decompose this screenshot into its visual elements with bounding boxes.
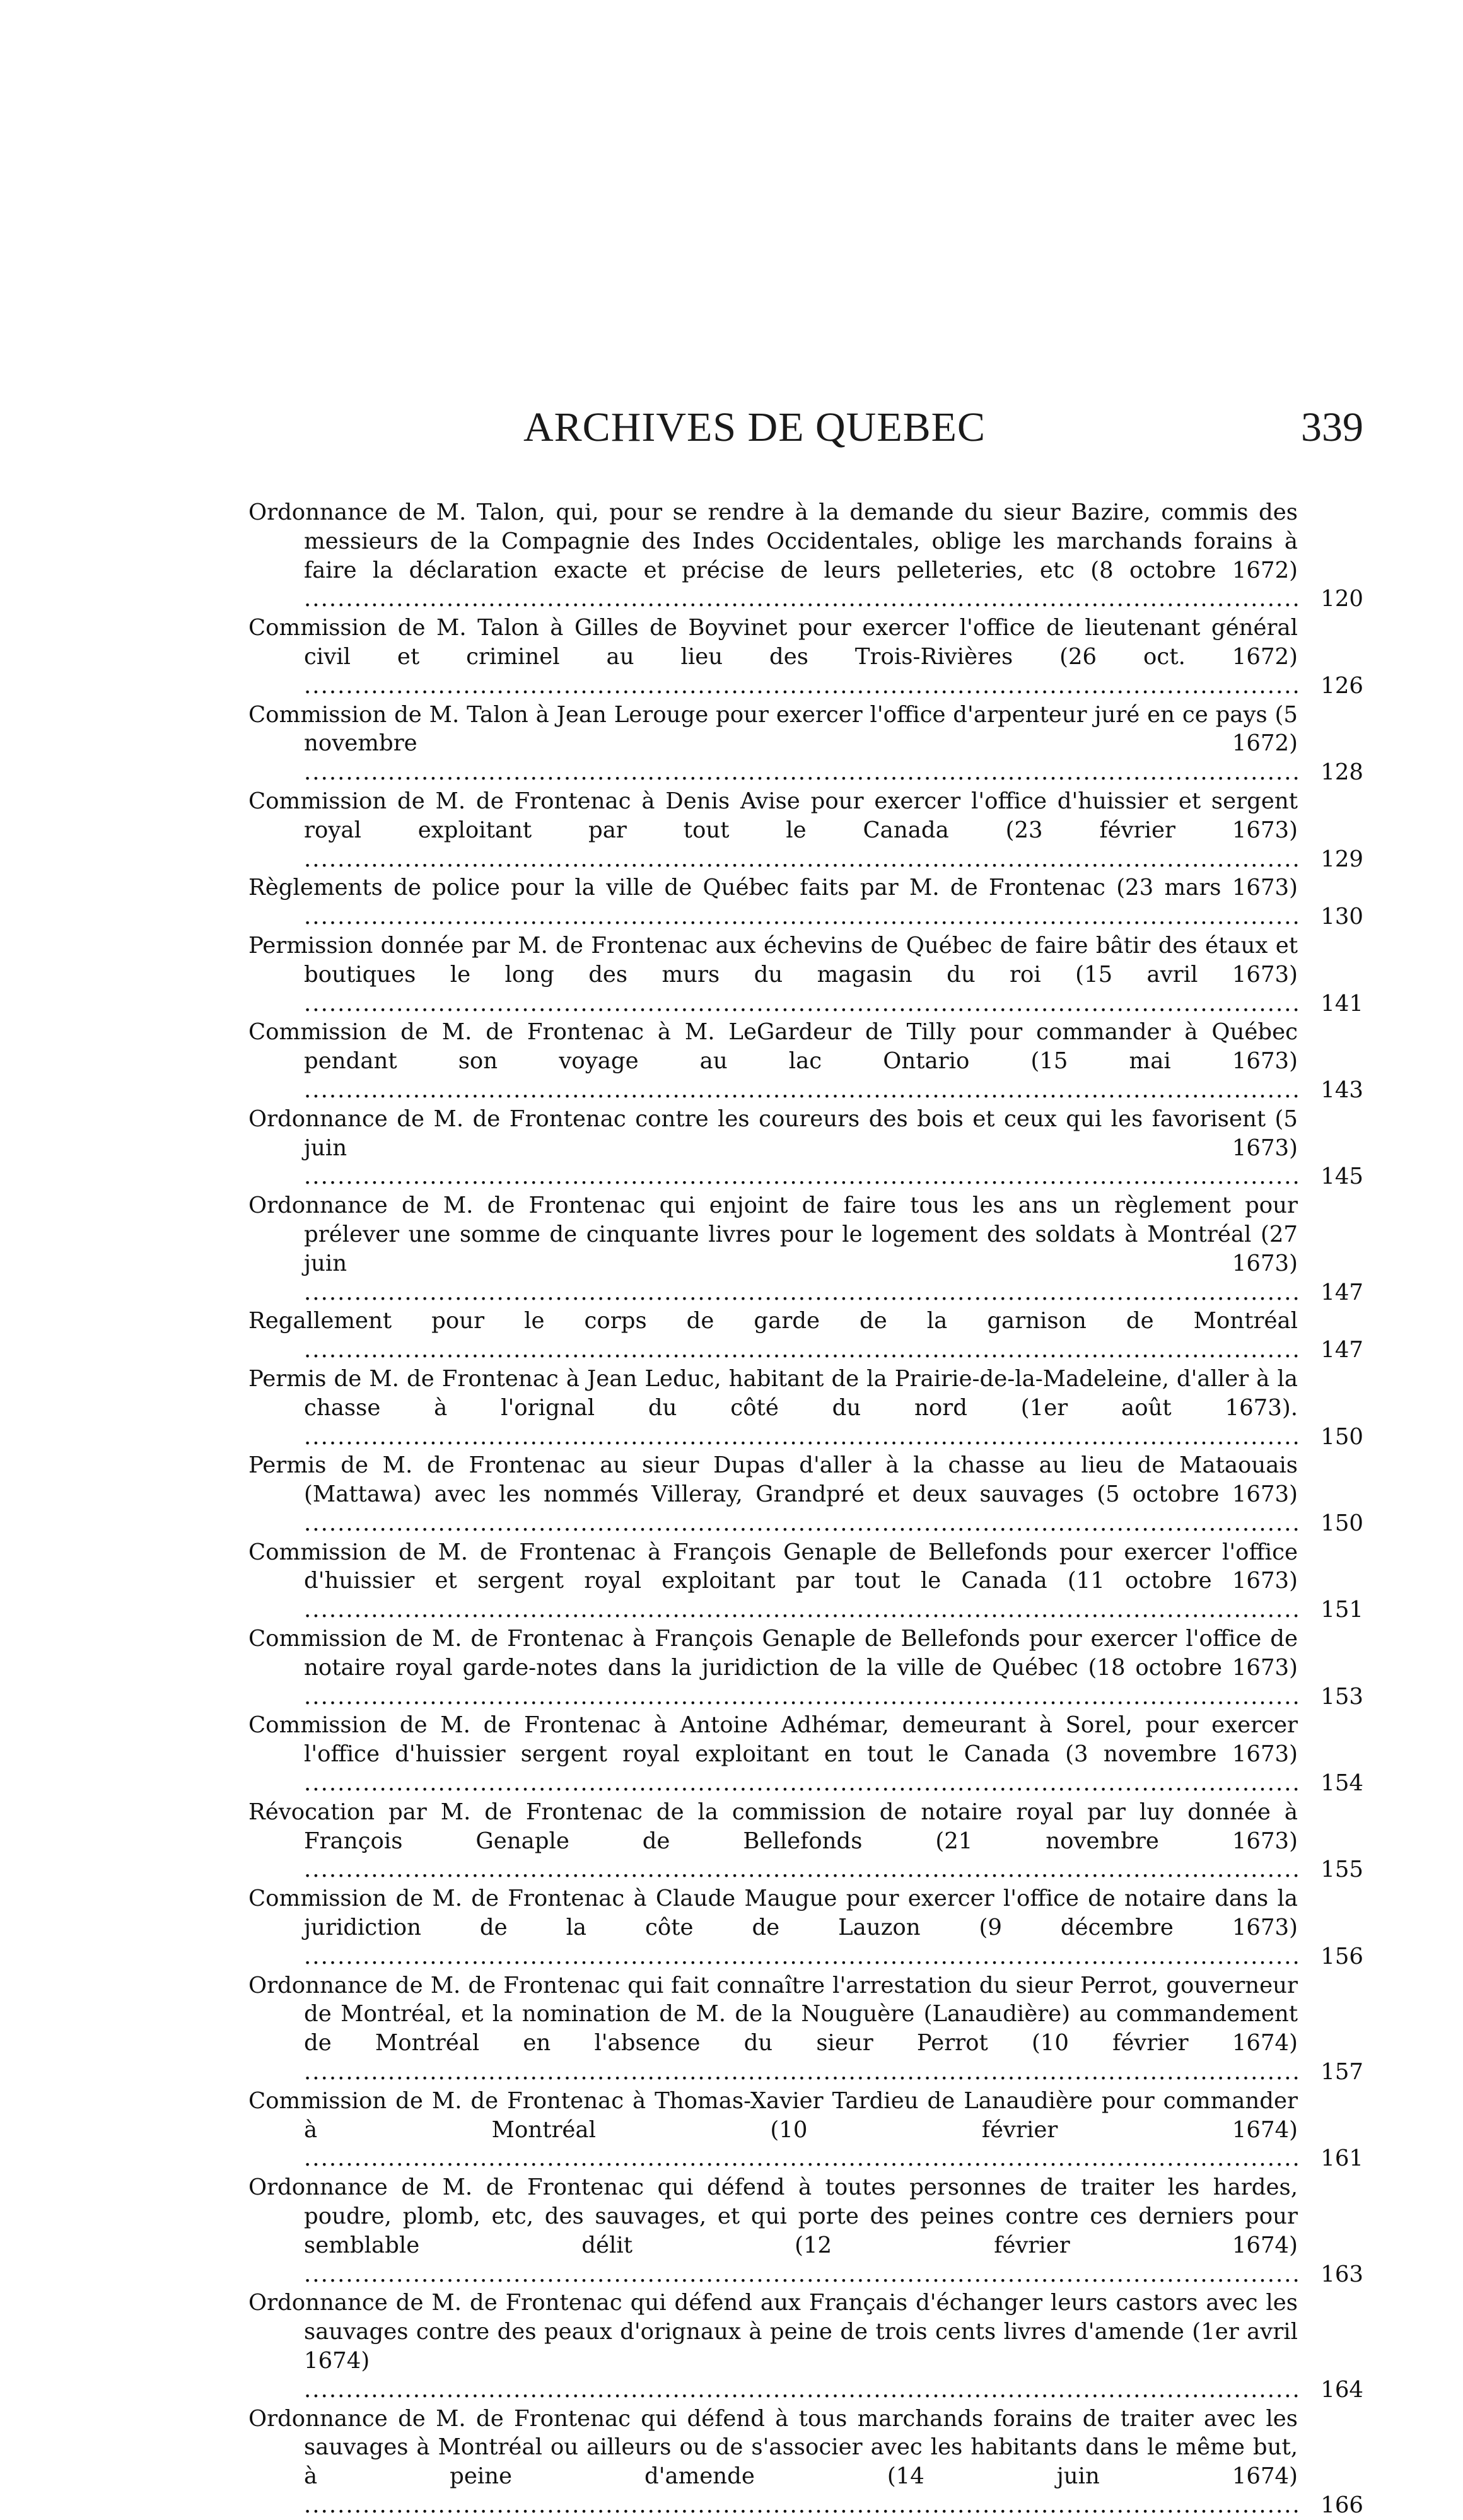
entry-text: Permis de M. de Frontenac à Jean Leduc, habitant de la Prairie-de-la-Madeleine, d'aller à la chasse à l'orignal du côté du nord (1er août 1673). <box>248 1365 1298 1421</box>
entry-page: 161 <box>1298 2144 1363 2173</box>
toc-entry <box>248 498 1363 614</box>
entry-text: Commission de M. Talon à Gilles de Boyvinet pour exercer l'office de lieutenant général civil et criminel au lieu des Trois-Rivières (26 oct. 1672) <box>248 615 1298 670</box>
toc-entry <box>248 1191 1363 1307</box>
dot-leader <box>304 2059 1363 2085</box>
toc-entry <box>248 2087 1363 2173</box>
entry-text: Commission de M. de Frontenac à François Genaple de Bellefonds pour exercer l'office de notaire royal garde-notes dans la juridiction de la ville de Québec (18 octobre 1673) <box>248 1626 1298 1681</box>
toc-entry <box>248 787 1363 873</box>
entry-page: 120 <box>1298 585 1363 614</box>
dot-leader <box>304 1684 1363 1710</box>
running-header <box>248 404 1363 460</box>
entry-text: Ordonnance de M. de Frontenac qui défend à toutes personnes de traiter les hardes, poudre, plomb, etc, des sauvages, et qui porte des peines contre ces derniers pour semblable délit (12 février 1674) <box>248 2174 1298 2258</box>
dot-leader <box>304 1164 1363 1189</box>
toc-entry <box>248 2405 1363 2520</box>
entry-text: Révocation par M. de Frontenac de la commission de notaire royal par luy donnée à François Genaple de Bellefonds (21 novembre 1673) <box>248 1799 1298 1854</box>
entry-text: Permis de M. de Frontenac au sieur Dupas d'aller à la chasse au lieu de Mataouais (Mattawa) avec les nommés Villeray, Grandpré et deux sauvages (5 octobre 1673) <box>248 1452 1298 1508</box>
entry-page: 151 <box>1298 1595 1363 1625</box>
toc-entry <box>248 2173 1363 2289</box>
toc-entry <box>248 1884 1363 1971</box>
entry-text: Ordonnance de M. de Frontenac contre les coureurs des bois et ceux qui les favorisent (5 juin 1673) <box>248 1105 1298 1161</box>
entry-page: 150 <box>1298 1423 1363 1452</box>
toc-entry <box>248 614 1363 700</box>
entry-page: 163 <box>1298 2260 1363 2289</box>
dot-leader <box>304 2377 1363 2403</box>
entry-page: 128 <box>1298 758 1363 787</box>
dot-leader <box>304 1944 1363 1969</box>
toc-entry <box>248 1971 1363 2087</box>
dot-leader <box>304 991 1363 1017</box>
entry-text: Commission de M. de Frontenac à Thomas-Xavier Tardieu de Lanaudière pour commander à Montréal (10 février 1674) <box>248 2087 1298 2143</box>
entry-text: Ordonnance de M. de Frontenac qui fait connaître l'arrestation du sieur Perrot, gouverneur de Montréal, et la nomination de M. de la Nouguère (Lanaudière) au commandement de Montréal en l'absence du sieur Perrot (10 février 1674) <box>248 1972 1298 2056</box>
entry-text: Commission de M. de Frontenac à Claude Maugue pour exercer l'office de notaire dans la juridiction de la côte de Lauzon (9 décembre 1673) <box>248 1886 1298 1941</box>
table-of-contents <box>248 498 1363 2520</box>
dot-leader <box>304 904 1363 930</box>
dot-leader <box>304 2145 1363 2171</box>
entry-text: Permission donnée par M. de Frontenac aux échevins de Québec de faire bâtir des étaux et boutiques le long des murs du magasin du roi (15 avril 1673) <box>248 932 1298 988</box>
entry-text: Commission de M. Talon à Jean Lerouge pour exercer l'office d'arpenteur juré en ce pays (5 novembre 1672) <box>248 701 1298 757</box>
entry-text: Ordonnance de M. de Frontenac qui défend à tous marchands forains de traiter avec les sauvages à Montréal ou ailleurs ou de s'associer avec les habitants dans le même but, à peine d'amende (14 juin 1674) <box>248 2405 1298 2490</box>
page-number: 339 <box>1301 404 1363 450</box>
dot-leader <box>304 1597 1363 1623</box>
toc-entry <box>248 1307 1363 1365</box>
toc-entry <box>248 1451 1363 1537</box>
toc-entry <box>248 1711 1363 1797</box>
dot-leader <box>304 1337 1363 1363</box>
dot-leader <box>304 2261 1363 2287</box>
dot-leader <box>304 2492 1363 2518</box>
entry-page: 143 <box>1298 1076 1363 1105</box>
toc-entry <box>248 1105 1363 1191</box>
entry-page: 141 <box>1298 989 1363 1018</box>
entry-page: 150 <box>1298 1509 1363 1538</box>
entry-page: 145 <box>1298 1162 1363 1191</box>
toc-entry <box>248 1018 1363 1104</box>
entry-text: Commission de M. de Frontenac à François Genaple de Bellefonds pour exercer l'office d'huissier et sergent royal exploitant par tout le Canada (11 octobre 1673) <box>248 1539 1298 1594</box>
dot-leader <box>304 1770 1363 1796</box>
toc-entry <box>248 1798 1363 1884</box>
dot-leader <box>304 1857 1363 1882</box>
entry-text: Règlements de police pour la ville de Québec faits par M. de Frontenac (23 mars 1673) <box>248 875 1298 901</box>
entry-page: 147 <box>1298 1336 1363 1365</box>
dot-leader <box>304 1424 1363 1450</box>
dot-leader <box>304 759 1363 785</box>
toc-entry <box>248 1538 1363 1625</box>
toc-entry <box>248 873 1363 931</box>
dot-leader <box>304 586 1363 612</box>
entry-text: Commission de M. de Frontenac à Antoine Adhémar, demeurant à Sorel, pour exercer l'office d'huissier sergent royal exploitant en tout le Canada (3 novembre 1673) <box>248 1712 1298 1768</box>
entry-page: 155 <box>1298 1855 1363 1884</box>
entry-text: Ordonnance de M. Talon, qui, pour se rendre à la demande du sieur Bazire, commis des messieurs de la Compagnie des Indes Occidentales, oblige les marchands forains à faire la déclaration exacte et précise de leurs pelleteries, etc (8 octobre 1672) <box>248 499 1298 583</box>
toc-entry <box>248 2289 1363 2404</box>
entry-page: 166 <box>1298 2491 1363 2520</box>
entry-text: Commission de M. de Frontenac à M. LeGardeur de Tilly pour commander à Québec pendant son voyage au lac Ontario (15 mai 1673) <box>248 1019 1298 1075</box>
toc-entry <box>248 701 1363 787</box>
entry-text: Ordonnance de M. de Frontenac qui enjoint de faire tous les ans un règlement pour prélever une somme de cinquante livres pour le logement des soldats à Montréal (27 juin 1673) <box>248 1193 1298 1276</box>
entry-page: 154 <box>1298 1769 1363 1798</box>
dot-leader <box>304 1077 1363 1103</box>
entry-page: 164 <box>1298 2376 1363 2405</box>
entry-page: 126 <box>1298 672 1363 701</box>
dot-leader <box>304 846 1363 872</box>
entry-text: Commission de M. de Frontenac à Denis Avise pour exercer l'office d'huissier et sergent royal exploitant par tout le Canada (23 février 1673) <box>248 788 1298 843</box>
entry-page: 129 <box>1298 845 1363 874</box>
entry-page: 153 <box>1298 1683 1363 1712</box>
toc-entry <box>248 1365 1363 1451</box>
entry-text: Regallement pour le corps de garde de la garnison de Montréal <box>248 1308 1298 1334</box>
entry-page: 157 <box>1298 2058 1363 2087</box>
dot-leader <box>304 1280 1363 1305</box>
dot-leader <box>304 1510 1363 1536</box>
toc-entry <box>248 931 1363 1018</box>
entry-text: Ordonnance de M. de Frontenac qui défend aux Français d'échanger leurs castors avec les sauvages contre des peaux d'orignaux à peine de trois cents livres d'amende (1er avril 1674) <box>248 2290 1298 2374</box>
running-title: ARCHIVES DE QUEBEC <box>523 404 986 450</box>
dot-leader <box>304 673 1363 699</box>
entry-page: 147 <box>1298 1278 1363 1307</box>
entry-page: 130 <box>1298 902 1363 931</box>
entry-page: 156 <box>1298 1942 1363 1971</box>
toc-entry <box>248 1625 1363 1711</box>
